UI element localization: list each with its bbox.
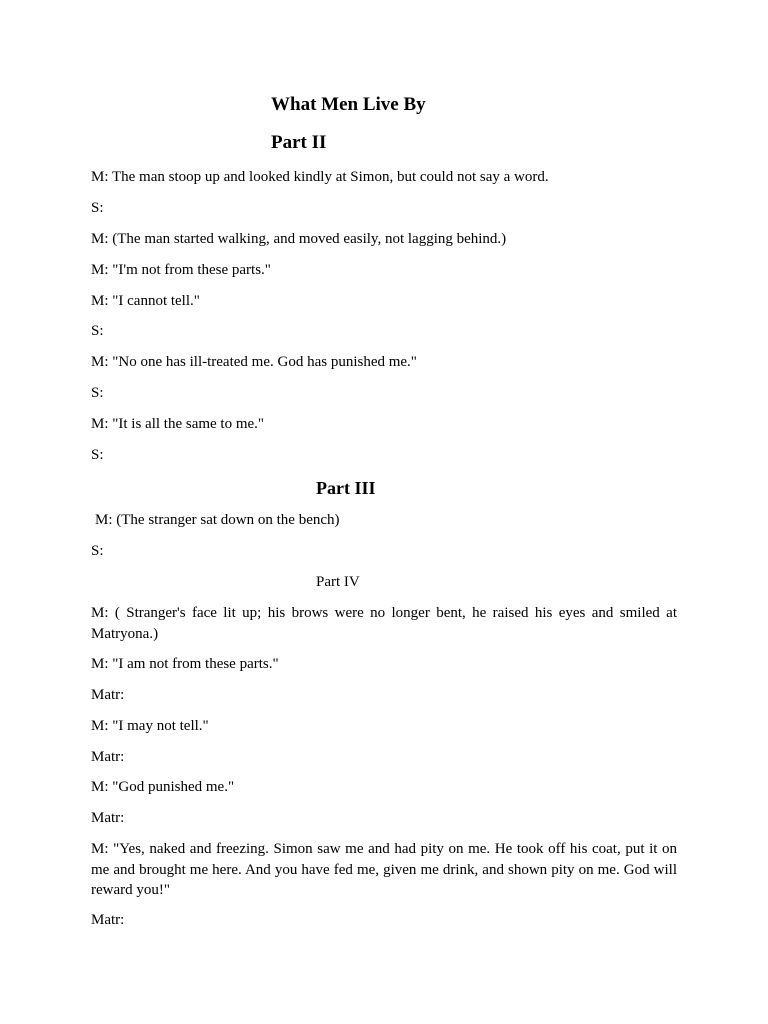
dialogue-line: Matr: xyxy=(91,810,125,826)
dialogue-line: M: "God punished me." xyxy=(91,779,235,795)
dialogue-paragraph: M: ( Stranger's face lit up; his brows were no longer bent, he raised his eyes and smiled at Matryona.) xyxy=(91,605,677,642)
part-3-heading: Part III xyxy=(316,478,376,498)
dialogue-line: Matr: xyxy=(91,687,125,703)
dialogue-line: M: "I am not from these parts." xyxy=(91,656,279,672)
dialogue-line: S: xyxy=(91,543,104,559)
dialogue-line: S: xyxy=(91,323,104,339)
dialogue-line: M: "It is all the same to me." xyxy=(91,416,265,432)
document-title: What Men Live By xyxy=(271,94,426,115)
dialogue-line: Matr: xyxy=(91,912,125,928)
dialogue-line: M: "I'm not from these parts." xyxy=(91,262,271,278)
dialogue-line: S: xyxy=(91,447,104,463)
dialogue-line: M: The man stoop up and looked kindly at Simon, but could not say a word. xyxy=(91,169,549,185)
dialogue-line: S: xyxy=(91,200,104,216)
dialogue-line: M: "I may not tell." xyxy=(91,718,209,734)
dialogue-line: S: xyxy=(91,385,104,401)
dialogue-line: M: "No one has ill-treated me. God has punished me." xyxy=(91,354,417,370)
dialogue-line: Matr: xyxy=(91,749,125,765)
dialogue-line: M: (The stranger sat down on the bench) xyxy=(95,512,340,528)
part-2-heading: Part II xyxy=(271,132,327,153)
dialogue-paragraph: M: "Yes, naked and freezing. Simon saw me and had pity on me. He took off his coat, put it on me and brought me here. And you have fed me, given me drink, and shown pity on me. God will reward you!" xyxy=(91,841,677,898)
dialogue-line: M: (The man started walking, and moved easily, not lagging behind.) xyxy=(91,231,507,247)
part-4-heading: Part IV xyxy=(316,574,360,590)
dialogue-line: M: "I cannot tell." xyxy=(91,293,200,309)
